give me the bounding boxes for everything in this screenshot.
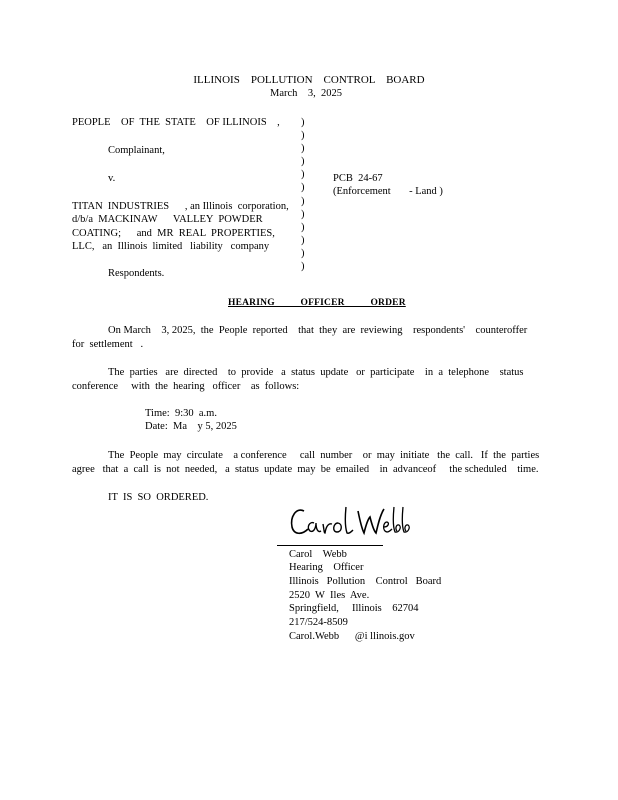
signature-line: [277, 545, 383, 546]
signer-street-address: 2520 W Iles Ave.: [289, 590, 370, 601]
signer-name: Carol Webb: [289, 549, 347, 560]
hearing-date: Date: Ma y 5, 2025: [145, 421, 237, 432]
signer-phone: 217/524-8509: [289, 617, 348, 628]
signer-title: Hearing Officer: [289, 562, 364, 573]
paragraph-1-line-2: for settlement .: [72, 339, 144, 350]
defendant-line-2: d/b/a MACKINAW VALLEY POWDER: [72, 214, 263, 225]
paren-mark: ): [301, 156, 305, 168]
signer-organization: Illinois Pollution Control Board: [289, 576, 442, 587]
paragraph-2-line-1: The parties are directed to provide a status update or participate in a telephone status: [108, 367, 524, 378]
complainant-label: Complainant,: [108, 145, 165, 156]
defendant-line-1: TITAN INDUSTRIES , an Illinois corporation,: [72, 201, 289, 212]
paren-mark: ): [301, 208, 305, 220]
paren-mark: ): [301, 234, 305, 246]
board-heading: ILLINOIS POLLUTION CONTROL BOARD: [193, 74, 425, 86]
paragraph-1-line-1: On March 3, 2025, the People reported that they are reviewing respondents' counteroffer: [108, 325, 528, 336]
paragraph-3-line-2: agree that a call is not needed, a status update may be emailed in advanceof the scheduled time.: [72, 464, 539, 475]
case-number: PCB 24-67: [333, 173, 383, 184]
signer-city-state-zip: Springfield, Illinois 62704: [289, 603, 419, 614]
paren-mark: ): [301, 247, 305, 259]
defendant-line-4: LLC, an Illinois limited liability company: [72, 241, 270, 252]
paren-mark: ): [301, 221, 305, 233]
paragraph-2-line-2: conference with the hearing officer as follows:: [72, 381, 300, 392]
order-date: March 3, 2025: [269, 88, 343, 99]
paren-mark: ): [301, 169, 305, 181]
order-title: HEARING OFFICER ORDER: [228, 298, 406, 308]
paren-mark: ): [301, 117, 305, 128]
caption-parentheses: [301, 116, 305, 273]
handwritten-signature: [288, 503, 413, 539]
hearing-time: Time: 9:30 a.m.: [145, 408, 217, 419]
so-ordered: IT IS SO ORDERED.: [108, 492, 209, 503]
paren-mark: ): [301, 182, 305, 194]
paren-mark: ): [301, 143, 305, 155]
signer-email: Carol.Webb @i llinois.gov: [289, 631, 415, 642]
paren-mark: ): [301, 130, 305, 142]
paren-mark: ): [301, 261, 305, 273]
plaintiff-name: PEOPLE OF THE STATE OF ILLINOIS ,: [72, 117, 280, 128]
paragraph-3-line-1: The People may circulate a conference call number or may initiate the call. If the parties: [108, 450, 540, 461]
paren-mark: ): [301, 195, 305, 207]
defendant-line-3: COATING; and MR REAL PROPERTIES,: [72, 228, 275, 239]
case-type: (Enforcement - Land ): [333, 186, 443, 197]
respondents-label: Respondents.: [108, 268, 165, 279]
versus-label: v.: [108, 173, 116, 184]
